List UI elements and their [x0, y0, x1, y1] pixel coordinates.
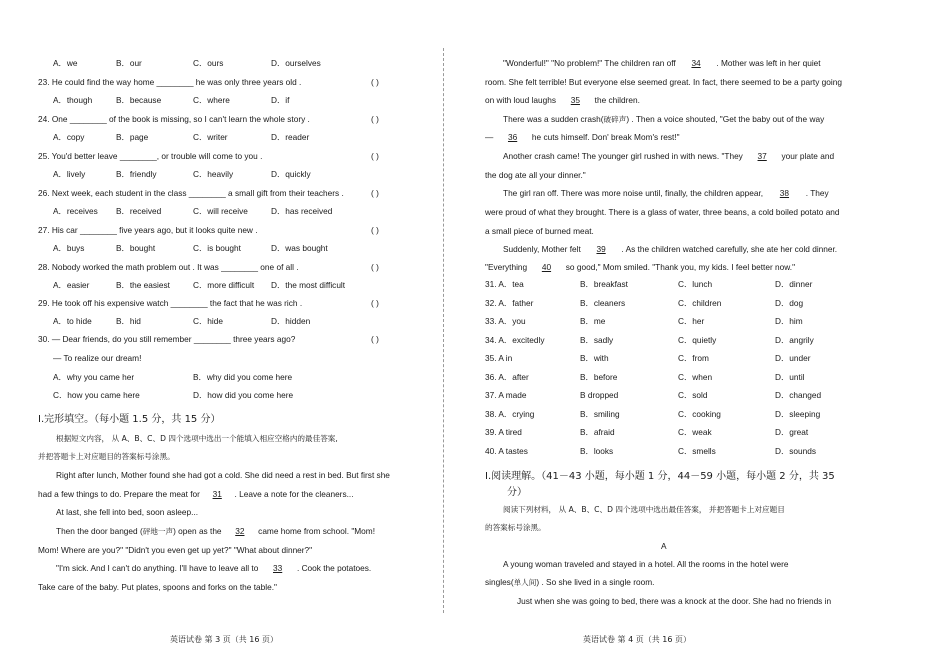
- r-line-10: a small piece of burned meat.: [485, 226, 594, 236]
- blank-33: 33: [273, 563, 283, 573]
- question-28-answer-paren: ( ): [371, 261, 379, 272]
- cloze-34-option-a: 34. A．excitedly: [485, 334, 545, 345]
- cloze-36-option-b: B．before: [580, 371, 618, 382]
- r-line-12: "Everything 40 so good," Mom smiled. "Thank you, my kids. I feel better now.": [485, 262, 796, 272]
- question-28-option-c: C．more difficult: [193, 279, 255, 290]
- question-25-option-c: C．heavily: [193, 168, 234, 179]
- question-28-option-a: A．easier: [53, 279, 90, 290]
- passage-line-3: At last, she fell into bed, soon asleep...: [56, 507, 199, 517]
- question-23-option-d: D．if: [271, 95, 290, 105]
- section2-instruction-1: 阅读下列材料， 从 A、B、C、D 四个选项中选出最佳答案， 并把答题卡上对应题目: [503, 505, 785, 514]
- cloze-34-option-b: B．sadly: [580, 334, 614, 345]
- r-line-4: There was a sudden crash(破碎声) . Then a voice shouted, "Get the baby out of the way: [503, 114, 825, 124]
- cloze-36-option-d: D．until: [775, 371, 805, 382]
- r-line-6: Another crash came! The younger girl rushed in with news. "They 37 your plate and: [503, 151, 835, 161]
- question-24-option-d: D．reader: [271, 131, 310, 142]
- cloze-39-option-a: 39. A tired: [485, 427, 522, 437]
- cloze-38-option-c: C．cooking: [678, 408, 721, 419]
- question-28-option-b: B．the easiest: [116, 279, 170, 290]
- cloze-39-option-d: D．great: [775, 427, 809, 437]
- question-24-option-a: A．copy: [53, 131, 85, 142]
- blank-36: 36: [507, 132, 518, 142]
- cloze-31-option-d: D．dinner: [775, 279, 813, 289]
- question-23-option-a: A．though: [53, 95, 93, 105]
- cloze-35-option-c: C．from: [678, 353, 709, 363]
- cloze-33-option-d: D．him: [775, 316, 803, 326]
- r-line-1: "Wonderful!" "No problem!" The children ran off 34 . Mother was left in her quiet: [503, 58, 821, 68]
- passage-line-2: had a few things to do. Prepare the meat for 31 . Leave a note for the cleaners...: [38, 489, 354, 499]
- question-23-option-c: C．where: [193, 95, 230, 105]
- passage-line-6: "I'm sick. And I can't do anything. I'll have to leave all to 33 . Cook the potatoes.: [56, 563, 372, 573]
- passage-a-label: A: [661, 541, 667, 551]
- passage-line-7: Take care of the baby. Put plates, spoons and forks on the table.": [38, 582, 277, 592]
- question-26-option-d: D．has received: [271, 205, 333, 216]
- right-page-footer: 英语试卷 第 4 页（共 16 页）: [583, 635, 691, 644]
- question-28-option-d: D．the most difficult: [271, 279, 346, 290]
- r-line-7: the dog ate all your dinner.": [485, 170, 586, 180]
- q22-option-c: C．ours: [193, 58, 224, 68]
- question-23-text: 23. He could find the way home ________ he was only three years old .: [38, 77, 302, 87]
- cloze-32-option-b: B．cleaners: [580, 297, 626, 308]
- passage-line-4: Then the door banged (砰地一声) open as the 32 came home from school. "Mom!: [56, 526, 376, 536]
- question-25-answer-paren: ( ): [371, 150, 379, 161]
- question-23-option-b: B．because: [116, 95, 162, 105]
- passage-a-line-1: A young woman traveled and stayed in a hotel. All the rooms in the hotel were: [503, 559, 789, 569]
- cloze-35-option-d: D．under: [775, 353, 811, 363]
- cloze-31-option-b: B．breakfast: [580, 279, 628, 289]
- question-25-option-d: D．quickly: [271, 168, 311, 179]
- cloze-39-option-b: B．afraid: [580, 427, 615, 437]
- right-page: [475, 0, 950, 671]
- q30-option-c: C．how you came here: [53, 390, 140, 400]
- question-27-option-d: D．was bought: [271, 242, 328, 253]
- cloze-39-option-c: C．weak: [678, 427, 712, 437]
- cloze-40-option-a: 40. A tastes: [485, 445, 528, 456]
- question-27-option-a: A．buys: [53, 242, 85, 253]
- question-24-option-c: C．writer: [193, 131, 228, 142]
- q30-text: 30. — Dear friends, do you still remember ________ three years ago?: [38, 334, 296, 344]
- section2-title-line-1: Ⅰ.阅读理解。（41－43 小题，每小题 1 分，44－59 小题，每小题 2 分，共 35: [485, 471, 835, 482]
- cloze-37-option-a: 37. A made: [485, 390, 527, 400]
- cloze-38-option-d: D．sleeping: [775, 408, 821, 419]
- question-29-text: 29. He took off his expensive watch ________ the fact that he was rich .: [38, 298, 303, 309]
- cloze-33-option-c: C．her: [678, 316, 705, 326]
- cloze-36-option-c: C．when: [678, 371, 713, 382]
- passage-a-line-3: Just when she was going to bed, there was a knock at the door. She had no friends in: [517, 596, 832, 606]
- question-29-option-d: D．hidden: [271, 316, 311, 327]
- question-23-answer-paren: ( ): [371, 77, 379, 87]
- question-26-option-b: B．received: [116, 205, 162, 216]
- q22-option-a: A．we: [53, 58, 78, 68]
- r-line-8: The girl ran off. There was more noise until, finally, the children appear, 38 . They: [503, 188, 829, 198]
- question-29-option-b: B．hid: [116, 316, 141, 327]
- blank-38: 38: [779, 188, 790, 198]
- question-29-option-c: C．hide: [193, 316, 223, 327]
- cloze-36-option-a: 36. A．after: [485, 371, 529, 382]
- blank-39: 39: [596, 244, 606, 254]
- q22-option-d: D．ourselves: [271, 58, 321, 68]
- question-24-answer-paren: ( ): [371, 113, 379, 124]
- cloze-33-option-b: B．me: [580, 316, 606, 326]
- cloze-40-option-d: D．sounds: [775, 445, 817, 456]
- question-26-text: 26. Next week, each student in the class ________ a small gift from their teachers .: [38, 187, 344, 198]
- section1-instruction-1: 根据短文内容， 从 A、B、C、D 四个选项中选出一个能填入相应空格内的最佳答案,: [56, 434, 338, 443]
- question-28-text: 28. Nobody worked the math problem out . It was ________ one of all .: [38, 261, 299, 272]
- question-26-option-c: C．will receive: [193, 205, 248, 216]
- cloze-31-option-c: C．lunch: [678, 279, 713, 289]
- q30-option-a: A．why you came her: [53, 372, 135, 382]
- left-page: [0, 0, 470, 671]
- question-27-text: 27. His car ________ five years ago, but it looks quite new .: [38, 224, 258, 235]
- question-25-option-b: B．friendly: [116, 168, 157, 179]
- q22-option-b: B．our: [116, 58, 142, 68]
- section1-title: Ⅰ.完形填空。（每小题 1.5 分，共 15 分）: [38, 414, 221, 425]
- question-29-option-a: A．to hide: [53, 316, 92, 327]
- question-26-answer-paren: ( ): [371, 187, 379, 198]
- question-26-option-a: A．receives: [53, 205, 98, 216]
- question-24-text: 24. One ________ of the book is missing, so I can't learn the whole story .: [38, 113, 310, 124]
- passage-a-line-2: singles(单人间) . So she lived in a single room.: [485, 577, 655, 587]
- cloze-34-option-c: C．quietly: [678, 334, 717, 345]
- passage-line-5: Mom! Where are you?" "Didn't you even get up yet?" "What about dinner?": [38, 545, 313, 555]
- cloze-31-option-a: 31. A．tea: [485, 279, 524, 289]
- blank-37: 37: [757, 151, 767, 161]
- r-line-3: on with loud laughs 35 the children.: [485, 95, 640, 105]
- cloze-37-option-d: D．changed: [775, 390, 822, 400]
- cloze-35-option-b: B．with: [580, 353, 609, 363]
- cloze-40-option-c: C．smells: [678, 445, 716, 456]
- question-27-option-b: B．bought: [116, 242, 156, 253]
- cloze-32-option-d: D．dog: [775, 297, 804, 308]
- blank-34: 34: [691, 58, 701, 68]
- passage-line-1: Right after lunch, Mother found she had got a cold. She did need a rest in bed. But first she: [56, 470, 390, 480]
- blank-32: 32: [235, 526, 245, 536]
- cloze-35-option-a: 35. A in: [485, 353, 513, 363]
- r-line-5: — 36 he cuts himself. Don' break Mom's rest!": [485, 132, 680, 142]
- cloze-37-option-b: B dropped: [580, 390, 619, 400]
- q30-option-d: D．how did you come here: [193, 390, 294, 400]
- question-27-option-c: C．is bought: [193, 242, 241, 253]
- blank-35: 35: [570, 95, 580, 105]
- q30-reply: — To realize our dream!: [53, 353, 142, 363]
- section2-instruction-2: 的答案标号涂黑。: [485, 523, 546, 532]
- cloze-38-option-a: 38. A．crying: [485, 408, 535, 419]
- cloze-37-option-c: C．sold: [678, 390, 708, 400]
- r-line-11: Suddenly, Mother felt 39 . As the children watched carefully, she ate her cold dinner.: [503, 244, 838, 254]
- q30-answer-paren: ( ): [371, 334, 379, 344]
- question-29-answer-paren: ( ): [371, 298, 379, 309]
- r-line-9: were proud of what they brought. There is a glass of water, three beans, a cold boiled potato and: [485, 207, 840, 217]
- r-line-2: room. She felt terrible! But everyone else seemed great. In fact, there seemed to be a party going: [485, 77, 842, 87]
- cloze-32-option-c: C．children: [678, 297, 722, 308]
- left-page-footer: 英语试卷 第 3 页（共 16 页）: [170, 635, 278, 644]
- cloze-33-option-a: 33. A．you: [485, 316, 526, 326]
- cloze-40-option-b: B．looks: [580, 445, 614, 456]
- question-25-option-a: A．lively: [53, 168, 86, 179]
- blank-40: 40: [541, 262, 552, 272]
- blank-31: 31: [212, 489, 222, 499]
- section1-instruction-2: 并把答题卡上对应题目的答案标号涂黑。: [38, 452, 175, 461]
- page-divider: [443, 48, 444, 613]
- question-25-text: 25. You'd better leave ________, or trouble will come to you .: [38, 150, 263, 161]
- section2-title-line-2: 分）: [507, 487, 527, 498]
- q30-option-b: B．why did you come here: [193, 372, 293, 382]
- question-24-option-b: B．page: [116, 131, 149, 142]
- cloze-34-option-d: D．angrily: [775, 334, 814, 345]
- cloze-38-option-b: B．smiling: [580, 408, 620, 419]
- cloze-32-option-a: 32. A．father: [485, 297, 534, 308]
- question-27-answer-paren: ( ): [371, 224, 379, 235]
